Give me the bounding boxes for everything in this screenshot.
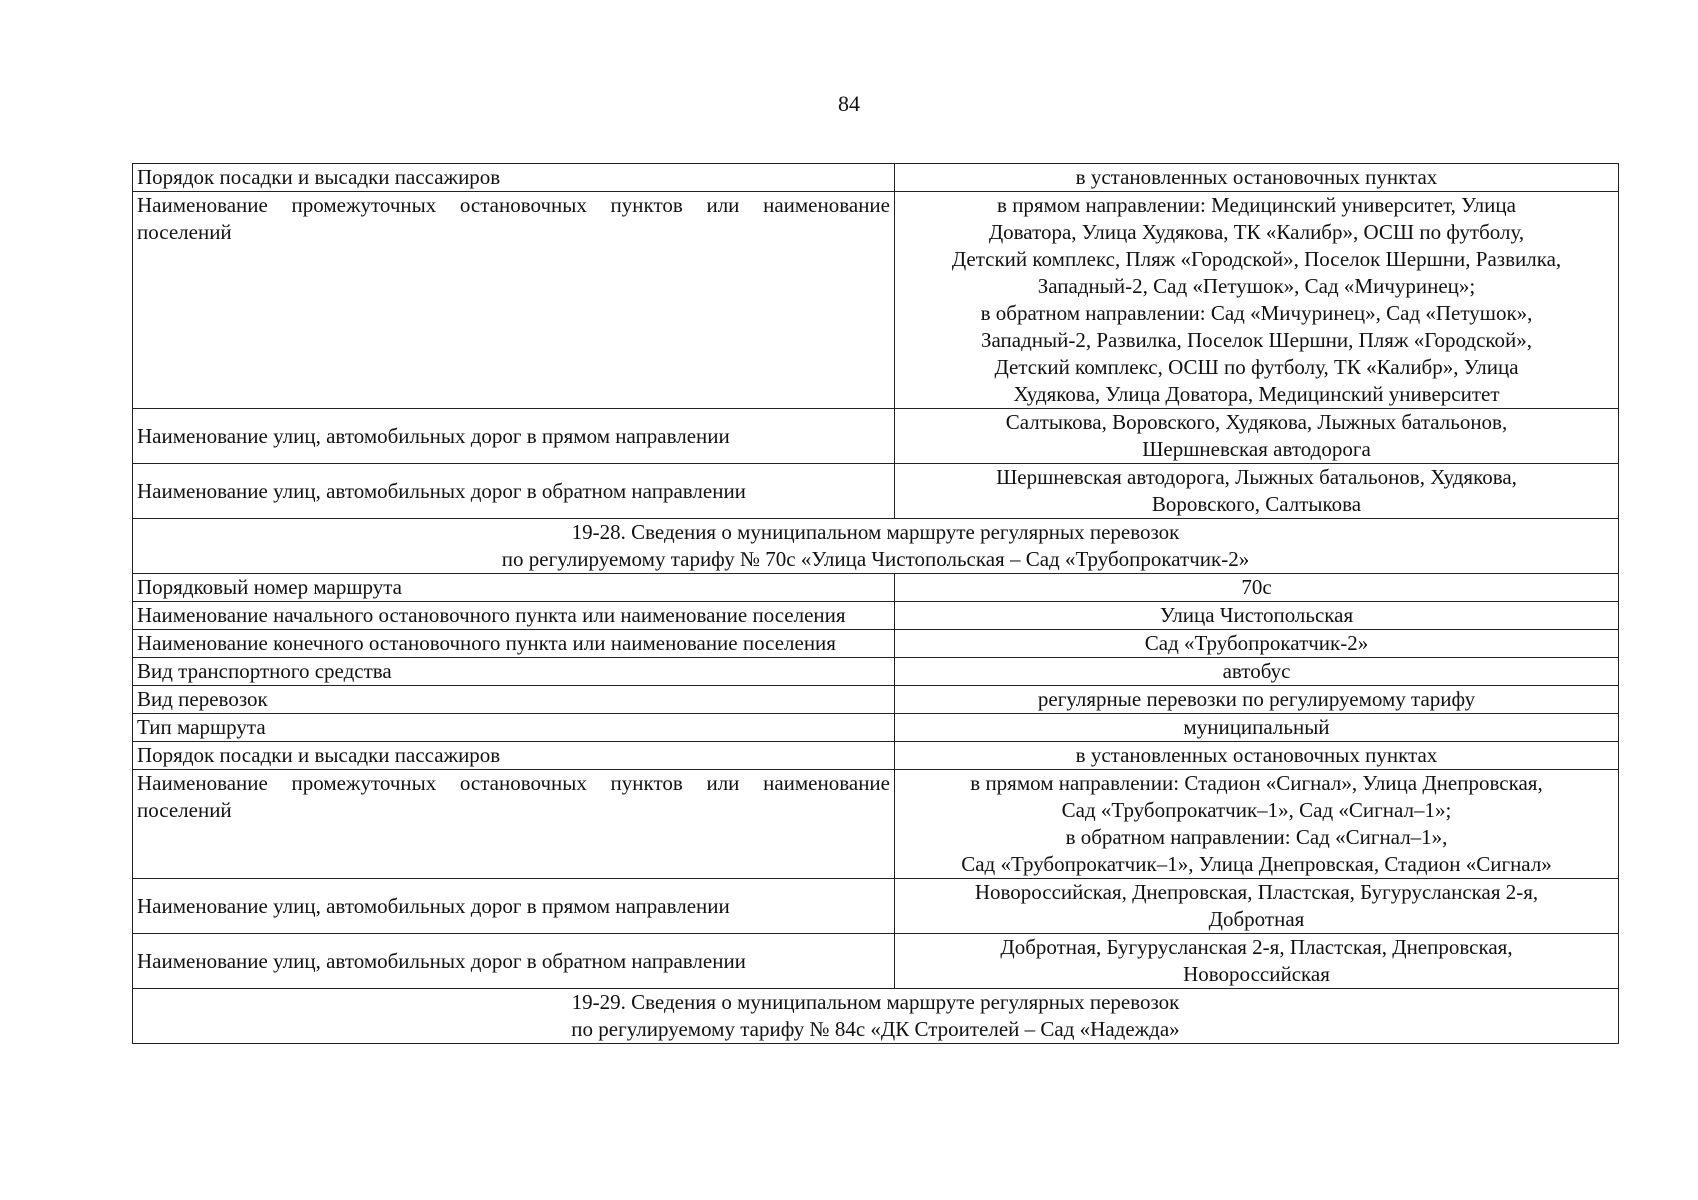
table-row bbox=[133, 409, 1619, 464]
row-value-transport-kind: регулярные перевозки по регулируемому тарифу bbox=[895, 686, 1619, 714]
row-label-route-type: Тип маршрута bbox=[133, 714, 895, 742]
table-row bbox=[133, 714, 1619, 742]
table-row bbox=[133, 164, 1619, 192]
row-label-boarding-order: Порядок посадки и высадки пассажиров bbox=[133, 164, 895, 192]
table-row bbox=[133, 192, 1619, 409]
row-value-vehicle-type: автобус bbox=[895, 658, 1619, 686]
section-heading-19-28: 19-28. Сведения о муниципальном маршруте регулярных перевозок по регулируемому тарифу № 70с «Улица Чистопольская – Сад «Трубопрокатчик-2» bbox=[133, 519, 1619, 574]
row-label-start-stop: Наименование начального остановочного пункта или наименование поселения bbox=[133, 602, 895, 630]
row-label-boarding-order: Порядок посадки и высадки пассажиров bbox=[133, 742, 895, 770]
table-row bbox=[133, 934, 1619, 989]
table-row bbox=[133, 742, 1619, 770]
row-label-streets-forward: Наименование улиц, автомобильных дорог в прямом направлении bbox=[133, 879, 895, 934]
section-heading-row bbox=[133, 989, 1619, 1044]
row-label-end-stop: Наименование конечного остановочного пункта или наименование поселения bbox=[133, 630, 895, 658]
row-value-boarding-order: в установленных остановочных пунктах bbox=[895, 742, 1619, 770]
row-label-streets-backward: Наименование улиц, автомобильных дорог в обратном направлении bbox=[133, 464, 895, 519]
row-label-transport-kind: Вид перевозок bbox=[133, 686, 895, 714]
row-value-route-type: муниципальный bbox=[895, 714, 1619, 742]
table-row bbox=[133, 770, 1619, 879]
row-value-intermediate-stops: в прямом направлении: Медицинский университет, Улица Доватора, Улица Худякова, ТК «Калибр», ОСШ по футболу, Детский комплекс, Пляж «Городской», Поселок Шершни, Развилка, Западный-2, Сад «Петушок», Сад «Мичуринец»; в обратном направлении: Сад «Мичуринец», Сад «Петушок», Западный-2, Развилка, Поселок Шершни, Пляж «Городской», Детский комплекс, ОСШ по футболу, ТК «Калибр», Улица Худякова, Улица Доватора, Медицинский университет bbox=[895, 192, 1619, 409]
row-value-streets-forward: Новороссийская, Днепровская, Пластская, Бугурусланская 2-я, Добротная bbox=[895, 879, 1619, 934]
table-row bbox=[133, 879, 1619, 934]
row-label-route-number: Порядковый номер маршрута bbox=[133, 574, 895, 602]
table-row bbox=[133, 658, 1619, 686]
table-row bbox=[133, 464, 1619, 519]
route-info-table bbox=[132, 163, 1619, 1044]
row-label-streets-forward: Наименование улиц, автомобильных дорог в прямом направлении bbox=[133, 409, 895, 464]
row-value-streets-forward: Салтыкова, Воровского, Худякова, Лыжных батальонов, Шершневская автодорога bbox=[895, 409, 1619, 464]
row-value-intermediate-stops: в прямом направлении: Стадион «Сигнал», Улица Днепровская, Сад «Трубопрокатчик–1», Сад «Сигнал–1»; в обратном направлении: Сад «Сигнал–1», Сад «Трубопрокатчик–1», Улица Днепровская, Стадион «Сигнал» bbox=[895, 770, 1619, 879]
row-label-intermediate-stops: Наименование промежуточных остановочных пунктов или наименование поселений bbox=[133, 192, 895, 409]
table-row bbox=[133, 574, 1619, 602]
table-row bbox=[133, 630, 1619, 658]
page-number: 84 bbox=[838, 91, 860, 116]
section-heading-19-29: 19-29. Сведения о муниципальном маршруте регулярных перевозок по регулируемому тарифу № 84с «ДК Строителей – Сад «Надежда» bbox=[133, 989, 1619, 1044]
section-heading-row bbox=[133, 519, 1619, 574]
row-label-vehicle-type: Вид транспортного средства bbox=[133, 658, 895, 686]
row-label-streets-backward: Наименование улиц, автомобильных дорог в обратном направлении bbox=[133, 934, 895, 989]
table-row bbox=[133, 686, 1619, 714]
row-value-end-stop: Сад «Трубопрокатчик-2» bbox=[895, 630, 1619, 658]
row-value-streets-backward: Шершневская автодорога, Лыжных батальонов, Худякова, Воровского, Салтыкова bbox=[895, 464, 1619, 519]
row-label-intermediate-stops: Наименование промежуточных остановочных пунктов или наименование поселений bbox=[133, 770, 895, 879]
row-value-start-stop: Улица Чистопольская bbox=[895, 602, 1619, 630]
row-value-boarding-order: в установленных остановочных пунктах bbox=[895, 164, 1619, 192]
table-row bbox=[133, 602, 1619, 630]
row-value-route-number: 70с bbox=[895, 574, 1619, 602]
row-value-streets-backward: Добротная, Бугурусланская 2-я, Пластская, Днепровская, Новороссийская bbox=[895, 934, 1619, 989]
